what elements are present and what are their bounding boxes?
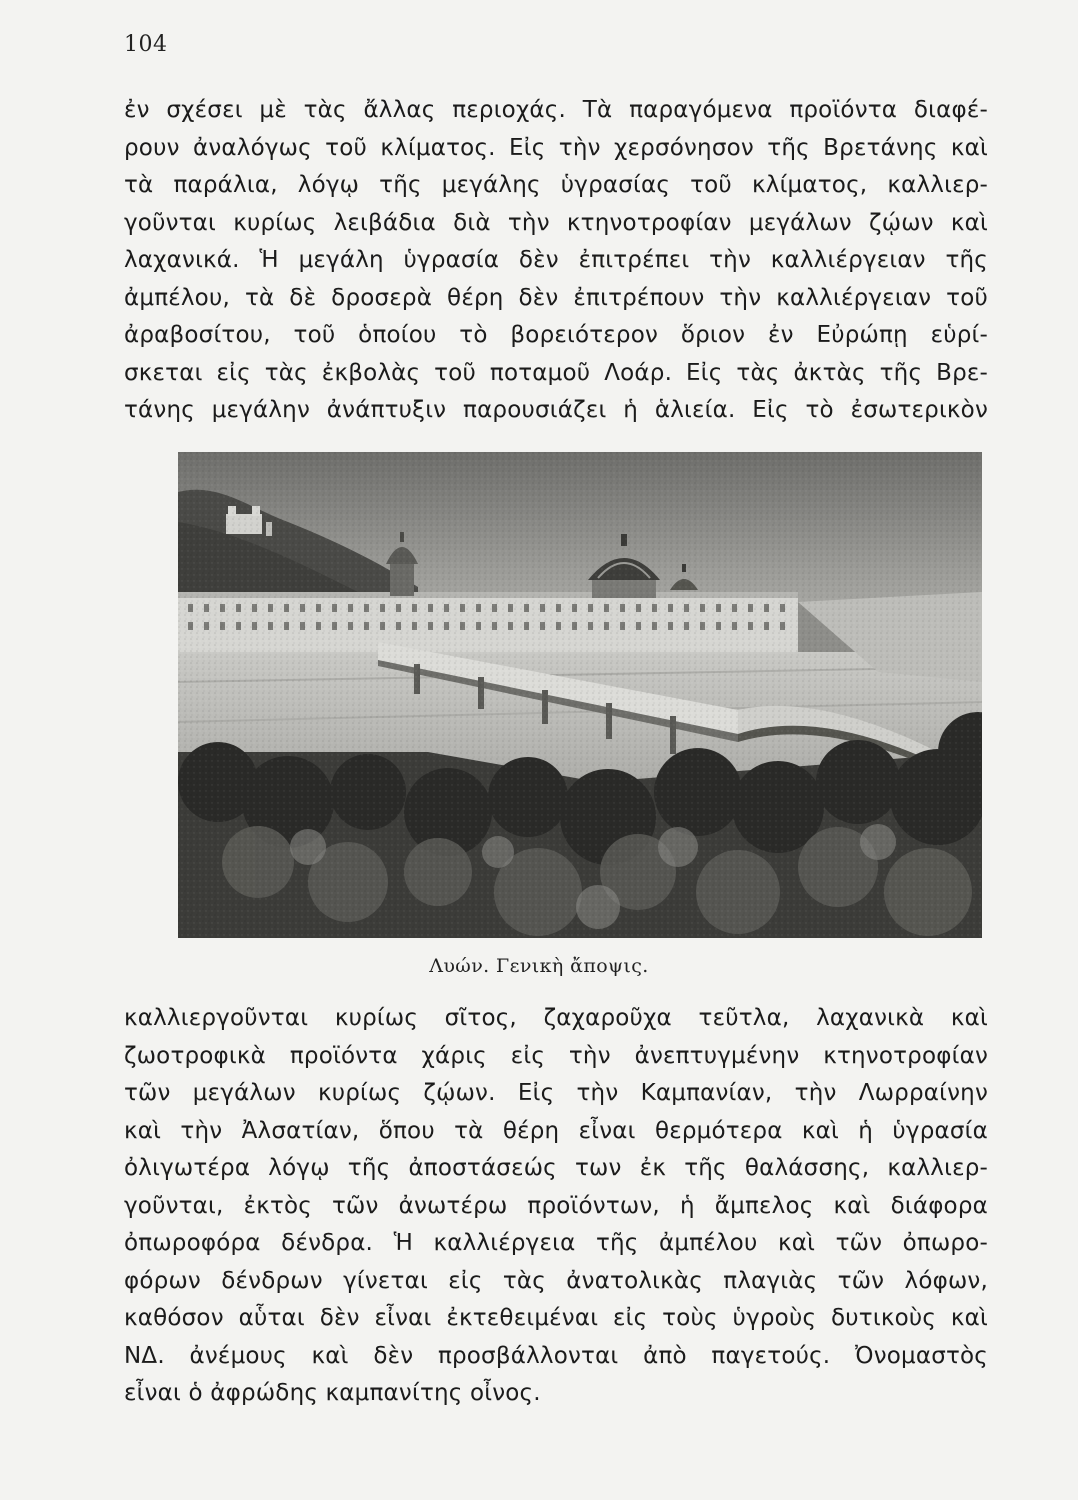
text-line: τάνης μεγάλην ἀνάπτυξιν παρουσιάζει ἡ ἁλιεία. Εἰς τὸ ἐσωτερικὸν (124, 397, 988, 423)
text-line: καθόσον αὗται δὲν εἶναι ἐκτεθειμέναι εἰς τοὺς ὑγροὺς δυτικοὺς καὶ (124, 1305, 988, 1331)
text-line: ὀπωροφόρα δένδρα. Ἡ καλλιέργεια τῆς ἀμπέλου καὶ τῶν ὀπωρο- (124, 1230, 988, 1256)
text-line: φόρων δένδρων γίνεται εἰς τὰς ἀνατολικὰς πλαγιὰς τῶν λόφων, (124, 1267, 988, 1294)
text-line: τὰ παράλια, λόγῳ τῆς μεγάλης ὑγρασίας τοῦ κλίματος, καλλιερ- (124, 172, 988, 198)
text-line: ρουν ἀναλόγως τοῦ κλίματος. Εἰς τὴν χερσόνησον τῆς Βρετάνης καὶ (124, 134, 988, 161)
text-line: καλλιεργοῦνται κυρίως σῖτος, ζαχαροῦχα τεῦτλα, λαχανικὰ καὶ (124, 1005, 988, 1031)
text-line: ΝΔ. ἀνέμους καὶ δὲν προσβάλλονται ἀπὸ παγετούς. Ὀνομαστὸς (124, 1342, 988, 1369)
text-line: ζωοτροφικὰ προϊόντα χάρις εἰς τὴν ἀνεπτυγμένην κτηνοτροφίαν (124, 1042, 988, 1069)
text-line: λαχανικά. Ἡ μεγάλη ὑγρασία δὲν ἐπιτρέπει τὴν καλλιέργειαν τῆς (124, 247, 988, 273)
text-line: τῶν μεγάλων κυρίως ζῴων. Εἰς τὴν Καμπανίαν, τὴν Λωρραίνην (124, 1080, 988, 1106)
paragraph-top (124, 92, 988, 430)
text-line: γοῦνται, ἐκτὸς τῶν ἀνωτέρω προϊόντων, ἡ ἄμπελος καὶ διάφορα (124, 1192, 988, 1219)
photo-illustration (178, 452, 982, 938)
text-line: εἶναι ὁ ἀφρώδης καμπανίτης οἶνος. (124, 1380, 541, 1406)
paragraph-bottom (124, 1000, 988, 1413)
page-number: 104 (124, 32, 168, 57)
text-line: γοῦνται κυρίως λειβάδια διὰ τὴν κτηνοτροφίαν μεγάλων ζῴων καὶ (124, 209, 988, 236)
text-line: ἀραβοσίτου, τοῦ ὁποίου τὸ βορειότερον ὅριον ἐν Εὐρώπῃ εὑρί- (124, 322, 988, 348)
text-line: σκεται εἰς τὰς ἐκβολὰς τοῦ ποταμοῦ Λοάρ. Εἰς τὰς ἀκτὰς τῆς Βρε- (124, 359, 988, 386)
text-line: ἐν σχέσει μὲ τὰς ἄλλας περιοχάς. Τὰ παραγόμενα προϊόντα διαφέ- (124, 97, 988, 123)
lyon-photograph (178, 452, 982, 938)
text-line: ὀλιγωτέρα λόγῳ τῆς ἀποστάσεώς των ἐκ τῆς θαλάσσης, καλλιερ- (124, 1155, 988, 1181)
text-line: ἀμπέλου, τὰ δὲ δροσερὰ θέρη δὲν ἐπιτρέπουν τὴν καλλιέργειαν τοῦ (124, 284, 988, 311)
text-line: καὶ τὴν Ἀλσατίαν, ὅπου τὰ θέρη εἶναι θερμότερα καὶ ἡ ὑγρασία (124, 1117, 988, 1144)
figure-caption: Λυών. Γενικὴ ἄποψις. (429, 955, 649, 977)
